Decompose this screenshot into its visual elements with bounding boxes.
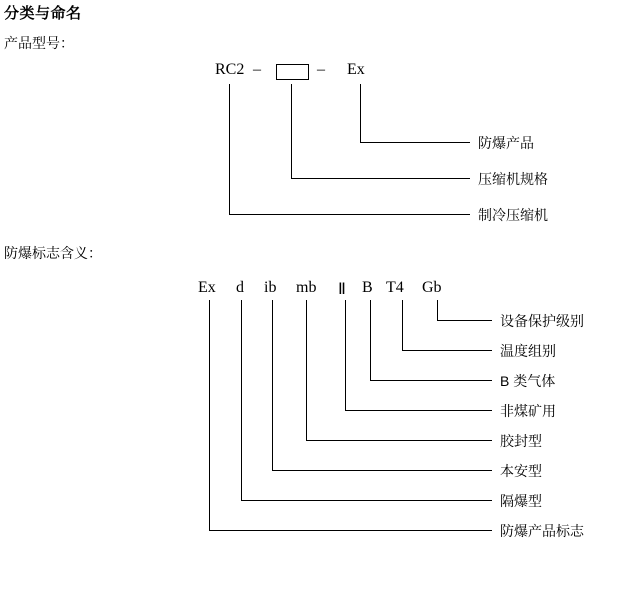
exmark-token-group2: Ⅱ <box>338 281 346 298</box>
exmark-token-d: d <box>236 279 244 296</box>
leader-vline-ex-6 <box>272 300 273 470</box>
exmark-token-gb: Gb <box>422 279 442 296</box>
leader-vline-ex-8 <box>209 300 210 530</box>
exmark-callout-4: 非煤矿用 <box>500 403 556 419</box>
model-token-spec-box <box>276 64 309 80</box>
exmark-callout-5: 胶封型 <box>500 433 542 449</box>
leader-vline-model-2 <box>291 84 292 178</box>
model-token-rc2: RC2 <box>215 61 245 78</box>
leader-hline-ex-1 <box>437 320 492 321</box>
leader-vline-model-3 <box>229 84 230 214</box>
model-callout-3: 制冷压缩机 <box>478 207 548 223</box>
section-label-model: 产品型号： <box>4 35 74 51</box>
leader-vline-ex-1 <box>437 300 438 320</box>
model-token-dash-1: – <box>253 61 261 78</box>
model-callout-1: 防爆产品 <box>478 135 534 151</box>
leader-hline-ex-6 <box>272 470 492 471</box>
leader-hline-ex-2 <box>402 350 492 351</box>
exmark-callout-2: 温度组别 <box>500 343 556 359</box>
exmark-token-ex: Ex <box>198 279 216 296</box>
leader-vline-ex-2 <box>402 300 403 350</box>
leader-vline-ex-4 <box>345 300 346 410</box>
exmark-token-ib: ib <box>264 279 277 296</box>
leader-hline-ex-8 <box>209 530 492 531</box>
model-token-ex: Ex <box>347 61 365 78</box>
page-title: 分类与命名 <box>4 5 82 22</box>
leader-hline-ex-3 <box>370 380 492 381</box>
leader-vline-model-1 <box>360 84 361 142</box>
section-label-exmark: 防爆标志含义： <box>4 245 102 261</box>
leader-hline-model-2 <box>291 178 470 179</box>
leader-hline-model-3 <box>229 214 470 215</box>
leader-hline-ex-7 <box>241 500 492 501</box>
exmark-token-b: B <box>362 279 373 296</box>
leader-hline-ex-4 <box>345 410 492 411</box>
exmark-callout-1: 设备保护级别 <box>500 313 584 329</box>
exmark-token-mb: mb <box>296 279 317 296</box>
leader-vline-ex-5 <box>306 300 307 440</box>
exmark-callout-3: B 类气体 <box>500 373 556 389</box>
model-token-dash-2: – <box>317 61 325 78</box>
leader-vline-ex-3 <box>370 300 371 380</box>
exmark-callout-7: 隔爆型 <box>500 493 542 509</box>
exmark-callout-8: 防爆产品标志 <box>500 523 584 539</box>
leader-vline-ex-7 <box>241 300 242 500</box>
exmark-callout-6: 本安型 <box>500 463 542 479</box>
leader-hline-ex-5 <box>306 440 492 441</box>
model-callout-2: 压缩机规格 <box>478 171 548 187</box>
exmark-token-t4: T4 <box>386 279 404 296</box>
leader-hline-model-1 <box>360 142 470 143</box>
